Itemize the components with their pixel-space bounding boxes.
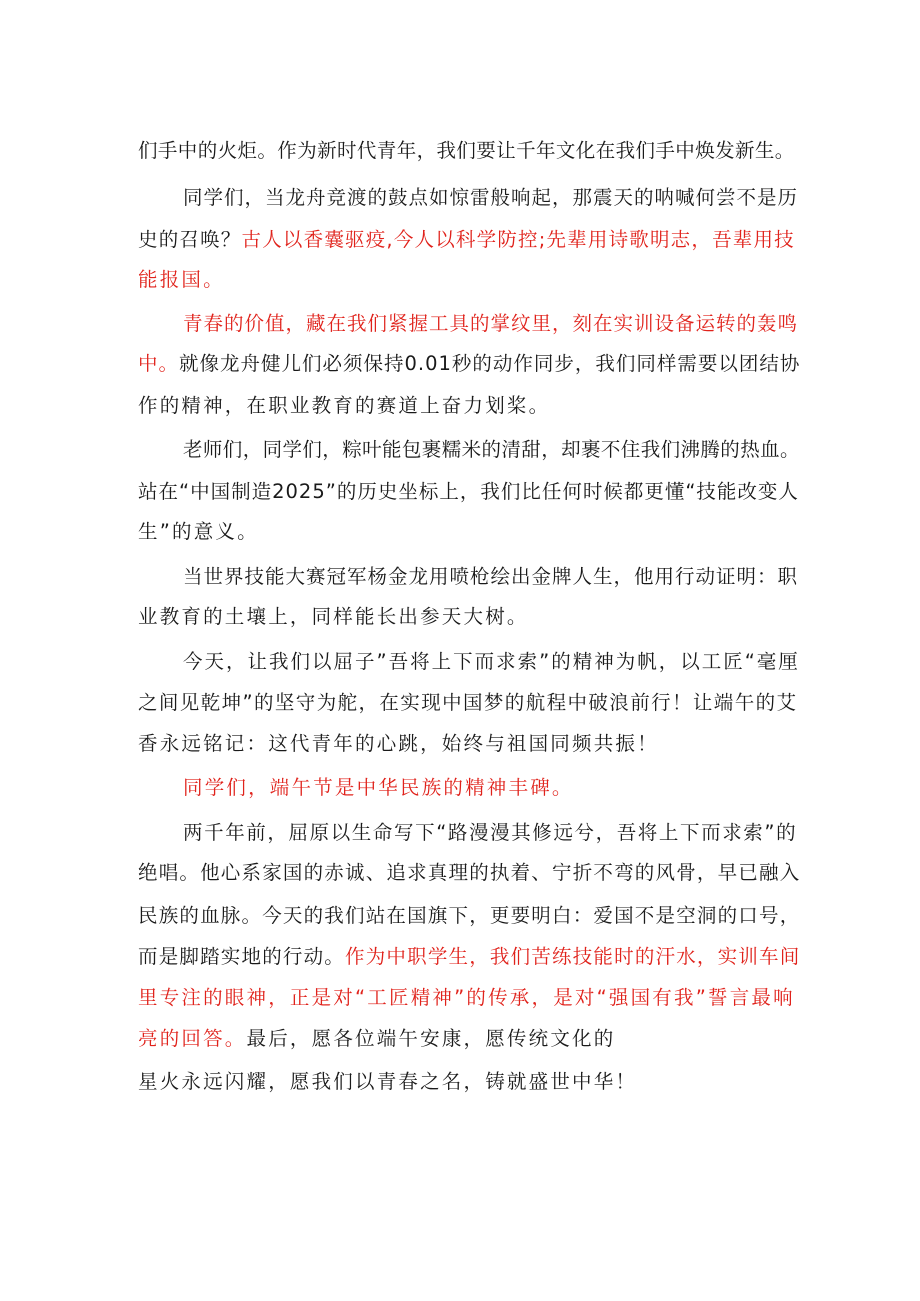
text-segment: 作的精神，在职业教育的赛道上奋力划桨。 — [138, 394, 551, 417]
highlighted-text-segment: 亮的回答。 — [138, 1027, 247, 1050]
text-segment: 老师们，同学们，粽叶能包裹糯米的清甜，却裹不住我们沸腾的热血。 — [183, 438, 800, 461]
paragraph-start-line — [183, 648, 800, 676]
paragraph-start-line — [183, 819, 797, 847]
text-segment: 香永远铭记：这代青年的心跳，始终与祖国同频共振！ — [138, 732, 659, 755]
highlighted-text-line — [138, 984, 795, 1012]
text-line — [138, 226, 795, 254]
text-line — [138, 518, 259, 546]
text-line — [138, 137, 795, 165]
text-line — [138, 689, 797, 717]
highlighted-text-segment: 青春的价值，藏在我们紧握工具的掌纹里，刻在实训设备运转的轰鸣 — [183, 312, 799, 335]
text-line — [138, 392, 550, 420]
highlighted-text-segment: 同学们，端午节是中华民族的精神丰碑。 — [183, 776, 574, 799]
text-segment: 星火永远闪耀，愿我们以青春之名，铸就盛世中华！ — [138, 1070, 638, 1093]
text-segment: 民族的血脉。今天的我们站在国旗下，更要明白：爱国不是空洞的口号， — [138, 904, 801, 927]
text-segment: 之间见乾坤”的坚守为舵，在实现中国梦的航程中破浪前行！让端午的艾 — [138, 691, 798, 714]
text-line — [138, 478, 799, 506]
text-segment: 最后，愿各位端午安康，愿传统文化的 — [246, 1027, 616, 1050]
highlighted-text-segment: 能报国。 — [138, 268, 225, 291]
text-segment: 们手中的火炬。作为新时代青年，我们要让千年文化在我们手中焕发新生。 — [138, 139, 795, 162]
text-line — [138, 730, 659, 758]
paragraph-start-line — [183, 563, 798, 591]
highlighted-paragraph-start-line — [183, 774, 574, 802]
text-line — [138, 902, 800, 930]
text-segment: 当世界技能大赛冠军杨金龙用喷枪绘出金牌人生，他用行动证明：职 — [183, 565, 799, 588]
text-line — [138, 350, 800, 378]
text-segment: 同学们，当龙舟竞渡的鼓点如惊雷般响起，那震天的呐喊何尝不是历 — [183, 186, 799, 209]
text-segment: 生”的意义。 — [138, 520, 259, 543]
text-segment: 绝唱。他心系家国的赤诚、追求真理的执着、宁折不弯的风骨，早已融入 — [138, 861, 801, 884]
highlighted-text-segment: 中。 — [138, 352, 180, 375]
text-segment: 今天，让我们以屈子”吾将上下而求索”的精神为帆，以工匠“毫厘 — [183, 650, 800, 673]
text-segment: 站在“中国制造2025”的历史坐标上，我们比任何时候都更懂“技能改变人 — [138, 480, 799, 503]
highlighted-text-line — [138, 266, 225, 294]
text-line — [138, 943, 800, 971]
text-segment: 史的召唤？ — [138, 228, 242, 251]
highlighted-paragraph-start-line — [183, 310, 798, 338]
text-line — [138, 1068, 637, 1096]
paragraph-start-line — [183, 184, 798, 212]
highlighted-text-segment: 里专注的眼神，正是对“工匠精神”的传承，是对“强国有我”誓言最响 — [138, 986, 795, 1009]
text-segment: 而是脚踏实地的行动。 — [138, 945, 346, 968]
paragraph-start-line — [183, 436, 800, 464]
text-line — [138, 603, 529, 631]
highlighted-text-segment: 作为中职学生，我们苦练技能时的汗水，实训车间 — [345, 945, 801, 968]
text-line — [138, 859, 800, 887]
text-segment: 两千年前，屈原以生命写下“路漫漫其修远兮，吾将上下而求索”的 — [183, 821, 798, 844]
text-segment: 就像龙舟健儿们必须保持0.01秒的动作同步，我们同样需要以团结协 — [179, 352, 801, 375]
text-segment: 业教育的土壤上，同样能长出参天大树。 — [138, 605, 529, 628]
text-line — [138, 1025, 615, 1053]
highlighted-text-segment: 古人以香囊驱疫,今人以科学防控;先辈用诗歌明志，吾辈用技 — [241, 228, 795, 251]
